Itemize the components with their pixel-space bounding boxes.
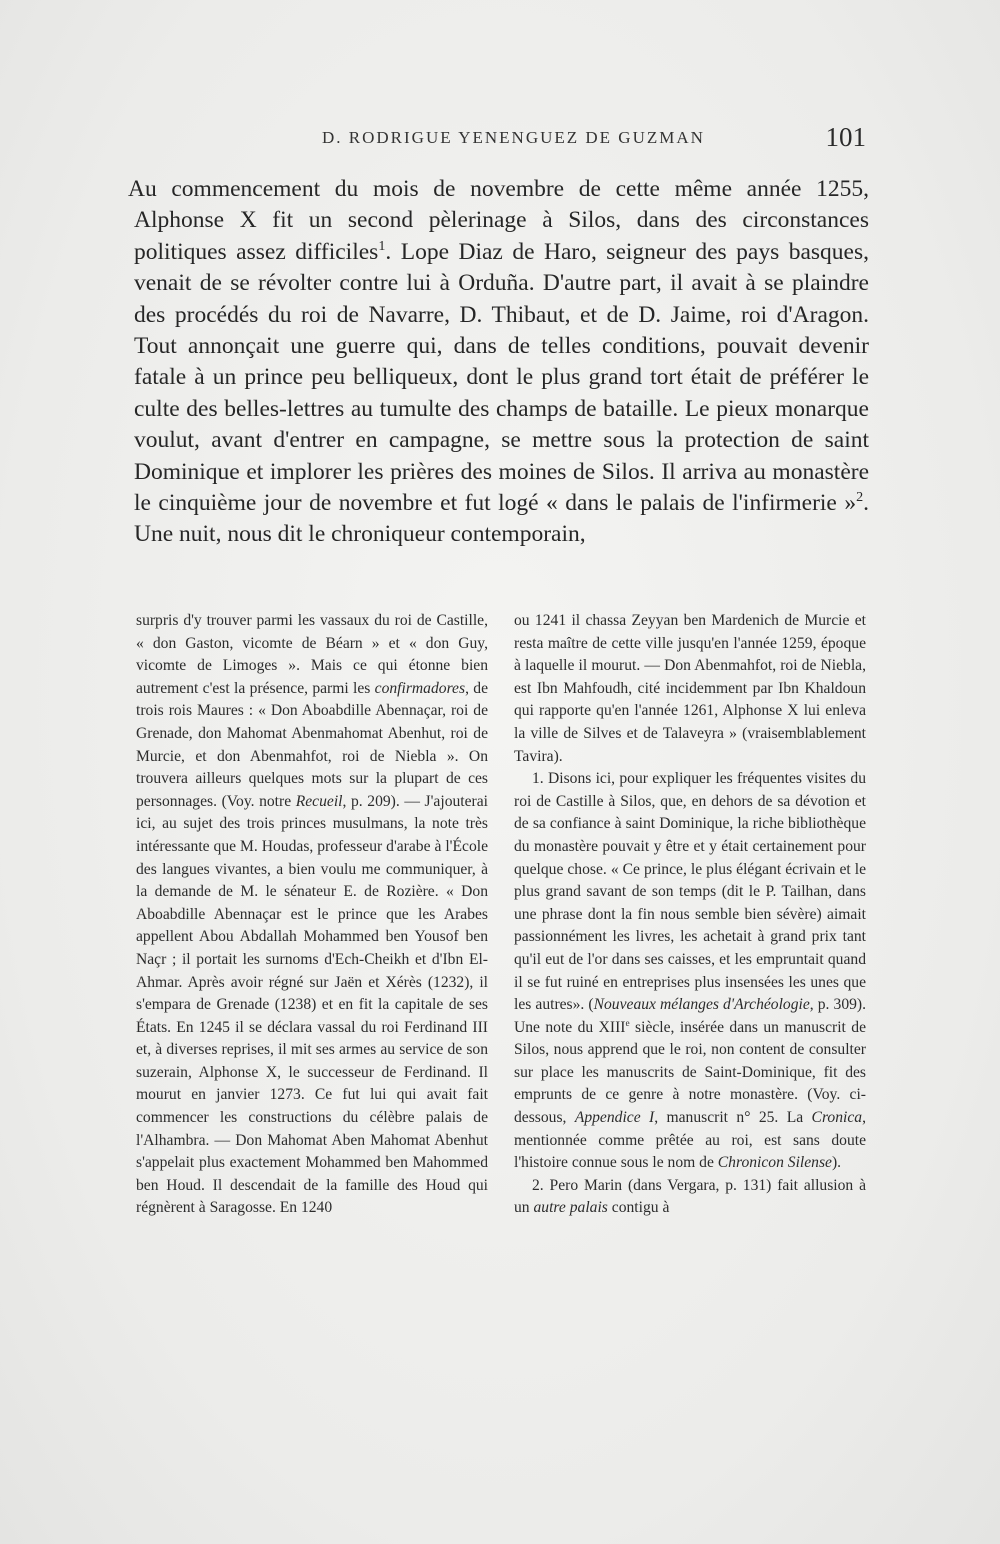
footnote-1 bbox=[514, 768, 866, 1175]
footnote-ref-2: 2 bbox=[856, 489, 864, 506]
running-title: D. RODRIGUE YENENGUEZ DE GUZMAN bbox=[322, 128, 705, 147]
note-italic: Cronica bbox=[811, 1109, 863, 1127]
page-number: 101 bbox=[825, 122, 866, 152]
note-text: , p. 209). — J'ajouterai ici, au sujet des trois princes musulmans, la note très intéressante que M. Houdas, professeur d'arabe à l'École des langues vivantes, a bien voulu me communiquer, à la demande de M. le sénateur E. de Rozière. « Don Aboabdille Abennaçar est le prince que les Arabes appellent Abou Abdallah Mohammed ben Yousof ben Naçr ; il portait les surnoms d'Ech-Cheikh et d'Ibn El-Ahmar. Après avoir régné sur Jaën et Xérès (1232), il s'empara de Grenade (1238) et en fit la capitale de ses États. En 1245 il se déclara vassal du roi Ferdinand III et, à diverses reprises, il mit ses armes au service de son suzerain, Alphonse X, le successeur de Ferdinand. Il mourut en janvier 1273. Ce fut lui qui avait fait commencer les constructions du célèbre palais de l'Alhambra. — Don Mahomat Aben Mahomat Abenhut s'appelait plus exactement Mohammed ben Mahommed ben Houd. Il descendait de la famille des Houd qui régnèrent à Saragosse. En 1240 bbox=[136, 792, 488, 1217]
main-text-part: . Une nuit, nous dit le chroniqueur contemporain, bbox=[134, 490, 869, 548]
running-head bbox=[136, 124, 866, 154]
main-paragraph bbox=[128, 174, 870, 551]
footnote-continuation bbox=[514, 610, 866, 768]
note-italic: autre palais bbox=[533, 1199, 608, 1217]
note-italic: Recueil bbox=[295, 792, 343, 810]
note-text: , manuscrit n° 25. La bbox=[654, 1109, 812, 1127]
note-text: 2. Pero Marin (dans Vergara, p. 131) fait allusion à un bbox=[514, 1176, 866, 1217]
note-text: surpris d'y trouver parmi les vassaux du roi de Castille, « don Gaston, vicomte de Béarn » et « don Guy, vicomte de Limoges ». Mais ce qui étonne bien autrement c'est la présence, parmi les bbox=[136, 612, 488, 697]
note-text: , p. 309). Une note du XIII bbox=[514, 996, 867, 1036]
main-text-part: Au commencement du mois de novembre de cette même année 1255, Alphonse X fit un second pèlerinage à Silos, dans des circonstances politiques assez difficiles bbox=[128, 176, 869, 265]
note-italic: Appendice I bbox=[574, 1109, 655, 1127]
note-text: siècle, insérée dans un manuscrit de Silos, nous apprend que le roi, non content de consulter sur place les manuscrits de Saint-Dominique, fit des emprunts de ce genre à notre monastère. (Voy. ci-dessous, bbox=[514, 1018, 866, 1127]
footnotes-right-column bbox=[514, 610, 866, 1220]
note-text: , de trois rois Maures : « Don Aboabdille Abennaçar, roi de Grenade, don Mahomat Abenmahomat Abenhut, roi de Murcie, et don Abenmahfot, roi de Niebla ». On trouvera ailleurs quelques mots sur la plupart de ces personnages. (Voy. notre bbox=[136, 679, 488, 810]
note-italic: confirmadores bbox=[374, 679, 466, 697]
note-italic: Nouveaux mélanges d'Archéologie bbox=[593, 996, 810, 1014]
note-text: 1. Disons ici, pour expliquer les fréquentes visites du roi de Castille à Silos, que, en dehors de sa dévotion et de sa confiance à saint Dominique, la riche bibliothèque du monastère pouvait y être et y était certainement pour quelque chose. « Ce prince, le plus élégant écrivain et le plus grand savant de son temps (dit le P. Tailhan, dans une phrase dont la fin nous semble bien sévère) aimait passionnément les livres, les achetait à grand prix tant qu'il eut de l'or dans ses caisses, et les empruntait quand il se fut ruiné en entreprises plus insensées les unes que les autres». ( bbox=[514, 770, 866, 1014]
note-text: ou 1241 il chassa Zeyyan ben Mardenich de Murcie et resta maître de cette ville jusqu'en l'année 1259, époque à laquelle il mourut. — Don Abenmahfot, roi de Niebla, est Ibn Mahfoudh, cité incidemment par Ibn Khaldoun qui rapporte qu'en l'année 1261, Alphonse X lui enleva la ville de Silves et de Talaveyra » (vraisemblablement Tavira). bbox=[514, 612, 866, 765]
main-text-part: . Lope Diaz de Haro, seigneur des pays basques, venait de se révolter contre lui à Orduña. D'autre part, il avait à se plaindre des procédés du roi de Navarre, D. Thibaut, et de D. Jaime, roi d'Aragon. Tout annonçait une guerre qui, dans de telles conditions, pouvait devenir fatale à un prince peu belliqueux, dont le plus grand tort était de préférer le culte des belles-lettres au tumulte des champs de bataille. Le pieux monarque voulut, avant d'entrer en campagne, se mettre sous la protection de saint Dominique et implorer les prières des moines de Silos. Il arriva au monastère le cinquième jour de novembre et fut logé « dans le palais de l'infirmerie » bbox=[134, 238, 870, 517]
footnote-2 bbox=[514, 1175, 866, 1220]
footnotes-left-column bbox=[136, 610, 488, 1220]
note-text: , mentionnée comme prêtée au roi, est sans doute l'histoire connue sous le nom de bbox=[514, 1109, 866, 1172]
note-text: contigu à bbox=[607, 1199, 670, 1217]
note-italic: Chronicon Silense bbox=[717, 1154, 832, 1172]
note-superscript: e bbox=[625, 1018, 630, 1029]
footnote-ref-1: 1 bbox=[378, 237, 386, 254]
note-text: ). bbox=[831, 1154, 842, 1172]
footnote-continuation bbox=[136, 610, 488, 1220]
